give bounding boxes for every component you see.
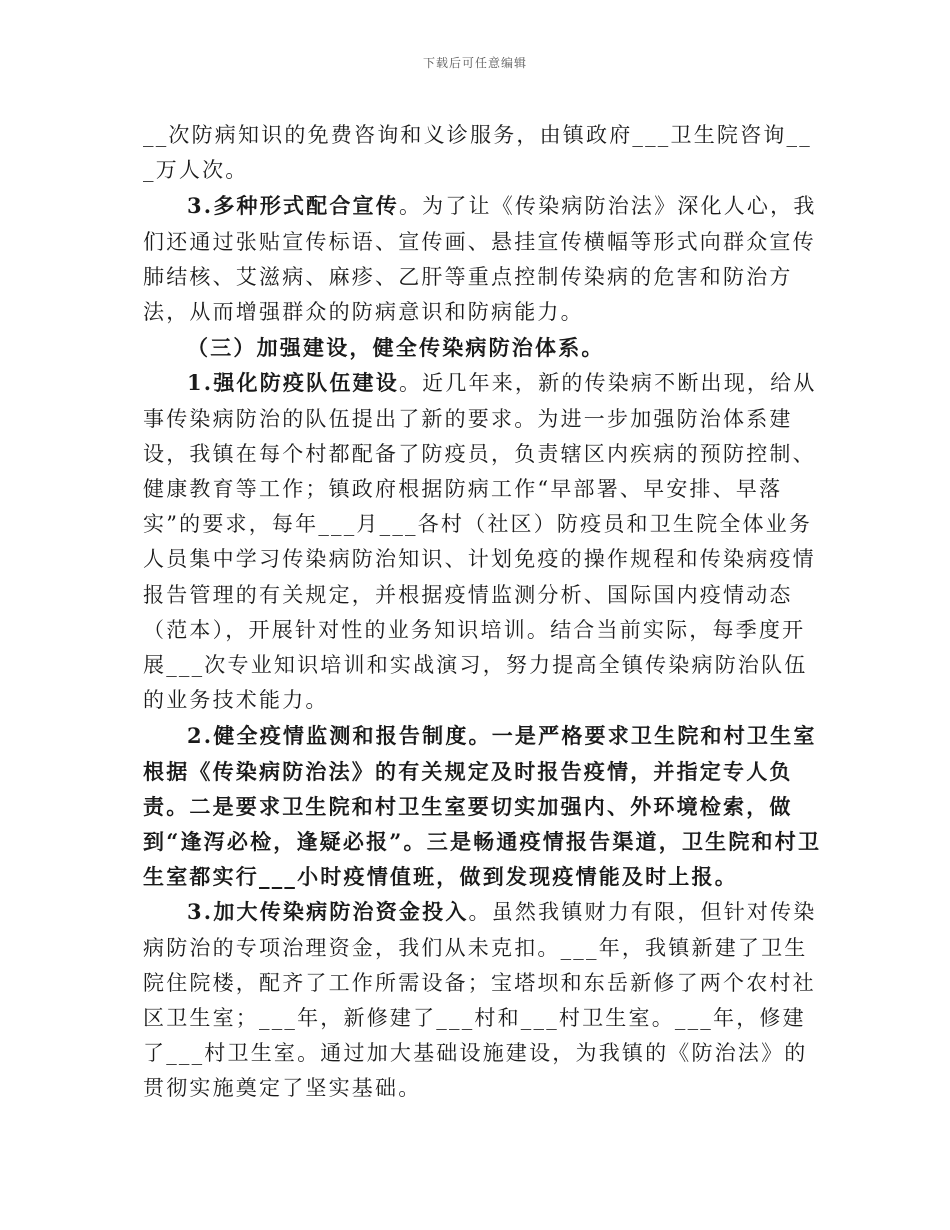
paragraph-lead-heading: 3.多种形式配合宣传 — [187, 193, 399, 219]
paragraph-funding — [143, 894, 823, 1106]
paragraph-continuation: __次防病知识的免费咨询和义诊服务，由镇政府___卫生院咨询___万人次。 — [143, 123, 812, 183]
document-body — [143, 118, 823, 1107]
paragraph-text: 。为了让《传染病防治法》深化人心，我们还通过张贴宣传标语、宣传画、悬挂宣传横幅等形式向群众宣传肺结核、艾滋病、麻疹、乙肝等重点控制传染病的危害和防治方法，从而增强群众的防病意识和防病能力。 — [143, 194, 817, 325]
paragraph-monitoring: 2.健全疫情监测和报告制度。一是严格要求卫生院和村卫生室根据《传染病防治法》的有关规定及时报告疫情，并指定专人负责。二是要求卫生院和村卫生室要切实加强内、外环境检索，做到“逢泻必检，逢疑必报”。三是畅通疫情报告渠道，卫生院和村卫生室都实行___小时疫情值班，做到发现疫情能及时上报。 — [143, 723, 822, 890]
paragraph-lead-heading: 1.强化防疫队伍建设 — [187, 370, 399, 396]
paragraph-lead-heading: 3.加大传染病防治资金投入 — [187, 899, 469, 925]
section-heading: （三）加强建设，健全传染病防治体系。 — [187, 335, 605, 361]
page-header-note: 下载后可任意编辑 — [422, 56, 527, 70]
paragraph-publicity — [143, 188, 823, 330]
paragraph-text: 。虽然我镇财力有限，但针对传染病防治的专项治理资金，我们从未克扣。___年，我镇新建了卫生院住院楼，配齐了工作所需设备；宝塔坝和东岳新修了两个农村社区卫生室；___年，新修建了___村和___村卫生室。___年，修建了___村卫生室。通过加大基础设施建设，为我镇的《防治法》的贯彻实施奠定了坚实基础。 — [143, 900, 817, 1101]
paragraph-team-building — [143, 365, 823, 718]
paragraph-text: 。近几年来，新的传染病不断出现，给从事传染病防治的队伍提出了新的要求。为进一步加强防治体系建设，我镇在每个村都配备了防疫员，负责辖区内疾病的预防控制、健康教育等工作；镇政府根据防病工作“早部署、早安排、早落实”的要求，每年___月___各村（社区）防疫员和卫生院全体业务人员集中学习传染病防治知识、计划免疫的操作规程和传染病疫情报告管理的有关规定，并根据疫情监测分析、国际国内疫情动态（范本），开展针对性的业务知识培训。结合当前实际，每季度开展___次专业知识培训和实战演习，努力提高全镇传染病防治队伍的业务技术能力。 — [143, 371, 817, 713]
